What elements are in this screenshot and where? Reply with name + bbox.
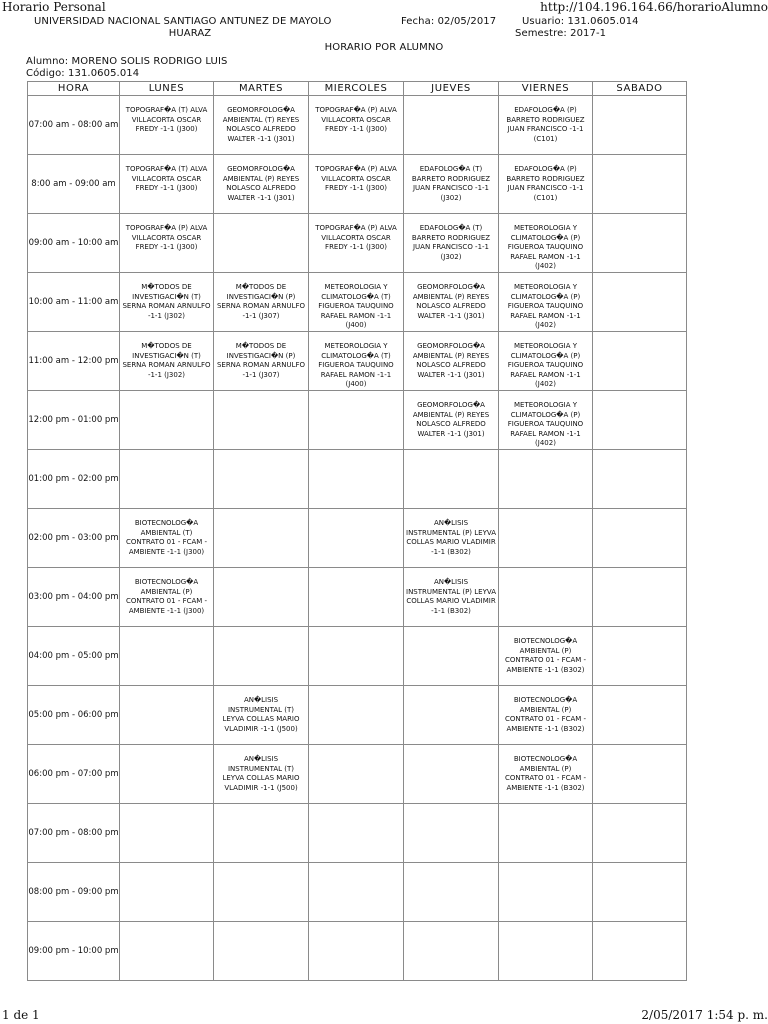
schedule-cell	[214, 332, 309, 391]
print-datetime: 2/05/2017 1:54 p. m.	[641, 1008, 768, 1022]
course-entry: AN�LISIS INSTRUMENTAL (P) LEYVA COLLAS MARIO VLADIMIR -1-1 (B302)	[406, 519, 496, 556]
course-entry: EDAFOLOG�A (P) BARRETO RODRIGUEZ JUAN FRANCISCO -1-1 (C101)	[506, 165, 585, 202]
course-entry: BIOTECNOLOG�A AMBIENTAL (P) CONTRATO 01 - FCAM - AMBIENTE -1-1 (B302)	[504, 637, 587, 674]
schedule-cell	[404, 214, 499, 273]
schedule-cell	[593, 214, 687, 273]
schedule-cell	[214, 450, 309, 509]
schedule-table	[27, 81, 687, 981]
course-entry	[499, 922, 592, 932]
schedule-cell	[120, 214, 214, 273]
schedule-cell	[120, 155, 214, 214]
schedule-cell	[404, 568, 499, 627]
schedule-cell	[499, 568, 593, 627]
schedule-cell	[593, 568, 687, 627]
course-entry	[309, 568, 403, 578]
schedule-cell	[499, 863, 593, 922]
course-entry	[404, 863, 498, 873]
course-entry: AN�LISIS INSTRUMENTAL (T) LEYVA COLLAS MARIO VLADIMIR -1-1 (J500)	[222, 696, 300, 733]
course-entry: BIOTECNOLOG�A AMBIENTAL (P) CONTRATO 01 - FCAM - AMBIENTE -1-1 (J300)	[125, 578, 208, 615]
course-entry	[309, 391, 403, 401]
hour-cell: 01:00 pm - 02:00 pm	[28, 450, 120, 509]
hour-cell: 12:00 pm - 01:00 pm	[28, 391, 120, 450]
schedule-cell	[309, 686, 404, 745]
course-entry	[593, 863, 686, 873]
schedule-cell	[309, 804, 404, 863]
schedule-cell	[120, 509, 214, 568]
course-entry	[120, 804, 213, 814]
course-entry	[120, 450, 213, 460]
schedule-cell	[593, 745, 687, 804]
schedule-cell	[593, 450, 687, 509]
course-entry: TOPOGRAF�A (T) ALVA VILLACORTA OSCAR FREDY -1-1 (J300)	[125, 106, 208, 133]
schedule-cell	[214, 214, 309, 273]
course-entry: EDAFOLOG�A (P) BARRETO RODRIGUEZ JUAN FRANCISCO -1-1 (C101)	[506, 106, 585, 143]
schedule-cell	[120, 745, 214, 804]
course-entry	[309, 863, 403, 873]
schedule-cell	[593, 391, 687, 450]
course-entry: GEOMORFOLOG�A AMBIENTAL (P) REYES NOLASCO ALFREDO WALTER -1-1 (J301)	[412, 342, 490, 379]
schedule-cell	[499, 804, 593, 863]
course-entry	[593, 627, 686, 637]
schedule-cell	[593, 863, 687, 922]
hour-cell: 03:00 pm - 04:00 pm	[28, 568, 120, 627]
schedule-cell	[593, 332, 687, 391]
schedule-cell	[499, 509, 593, 568]
course-entry: BIOTECNOLOG�A AMBIENTAL (P) CONTRATO 01 - FCAM - AMBIENTE -1-1 (B302)	[504, 755, 587, 792]
schedule-cell	[214, 804, 309, 863]
print-page-url[interactable]: http://104.196.164.66/horarioAlumno	[540, 0, 768, 14]
course-entry: GEOMORFOLOG�A AMBIENTAL (P) REYES NOLASCO ALFREDO WALTER -1-1 (J301)	[412, 401, 490, 438]
hour-cell: 02:00 pm - 03:00 pm	[28, 509, 120, 568]
schedule-cell	[214, 273, 309, 332]
course-entry	[120, 922, 213, 932]
hour-cell: 08:00 pm - 09:00 pm	[28, 863, 120, 922]
schedule-cell	[309, 96, 404, 155]
table-row	[28, 450, 687, 509]
course-entry	[499, 568, 592, 578]
hour-cell: 10:00 am - 11:00 am	[28, 273, 120, 332]
course-entry	[309, 627, 403, 637]
schedule-cell	[214, 155, 309, 214]
hour-cell: 06:00 pm - 07:00 pm	[28, 745, 120, 804]
column-header-lunes: LUNES	[120, 82, 214, 96]
table-row	[28, 391, 687, 450]
course-entry: M�TODOS DE INVESTIGACI�N (P) SERNA ROMAN ARNULFO -1-1 (J307)	[216, 342, 306, 379]
schedule-cell	[593, 804, 687, 863]
schedule-cell	[404, 627, 499, 686]
schedule-cell	[214, 686, 309, 745]
hour-cell: 07:00 pm - 08:00 pm	[28, 804, 120, 863]
schedule-cell	[593, 686, 687, 745]
table-row	[28, 686, 687, 745]
course-entry: METEOROLOGIA Y CLIMATOLOG�A (T) FIGUEROA TAUQUINO RAFAEL RAMON -1-1 (J400)	[318, 283, 394, 329]
schedule-cell	[593, 96, 687, 155]
course-entry: METEOROLOGIA Y CLIMATOLOG�A (P) FIGUEROA TAUQUINO RAFAEL RAMON -1-1 (J402)	[507, 342, 584, 388]
course-entry: METEOROLOGIA Y CLIMATOLOG�A (P) FIGUEROA TAUQUINO RAFAEL RAMON -1-1 (J402)	[507, 401, 584, 447]
table-row	[28, 922, 687, 981]
course-entry	[593, 686, 686, 696]
university-city: HUARAZ	[168, 28, 212, 39]
schedule-cell	[593, 509, 687, 568]
schedule-cell	[214, 568, 309, 627]
course-entry	[593, 450, 686, 460]
schedule-cell	[120, 686, 214, 745]
schedule-cell	[593, 155, 687, 214]
schedule-cell	[499, 450, 593, 509]
schedule-cell	[120, 804, 214, 863]
schedule-cell	[404, 686, 499, 745]
schedule-cell	[404, 332, 499, 391]
course-entry: TOPOGRAF�A (T) ALVA VILLACORTA OSCAR FREDY -1-1 (J300)	[125, 165, 208, 192]
hour-cell: 04:00 pm - 05:00 pm	[28, 627, 120, 686]
schedule-cell	[120, 332, 214, 391]
schedule-cell	[499, 391, 593, 450]
schedule-cell	[499, 332, 593, 391]
course-entry: GEOMORFOLOG�A AMBIENTAL (T) REYES NOLASCO ALFREDO WALTER -1-1 (J301)	[222, 106, 300, 143]
column-header-hora: HORA	[28, 82, 120, 96]
schedule-cell	[309, 391, 404, 450]
course-entry	[120, 745, 213, 755]
table-row	[28, 627, 687, 686]
course-entry	[214, 568, 308, 578]
schedule-cell	[214, 509, 309, 568]
course-entry	[593, 155, 686, 165]
course-entry	[404, 922, 498, 932]
schedule-cell	[309, 627, 404, 686]
course-entry	[499, 804, 592, 814]
course-entry	[120, 863, 213, 873]
column-header-sabado: SABADO	[593, 82, 687, 96]
course-entry	[593, 96, 686, 106]
schedule-cell	[404, 863, 499, 922]
course-entry	[214, 509, 308, 519]
course-entry	[404, 96, 498, 106]
course-entry	[593, 804, 686, 814]
schedule-cell	[404, 273, 499, 332]
schedule-cell	[120, 863, 214, 922]
schedule-cell	[404, 96, 499, 155]
schedule-cell	[499, 627, 593, 686]
course-entry	[309, 922, 403, 932]
schedule-header-row	[28, 82, 687, 96]
schedule-cell	[214, 922, 309, 981]
course-entry	[309, 509, 403, 519]
table-row	[28, 509, 687, 568]
hour-cell: 09:00 pm - 10:00 pm	[28, 922, 120, 981]
table-row	[28, 568, 687, 627]
course-entry	[309, 745, 403, 755]
course-entry	[593, 568, 686, 578]
course-entry: GEOMORFOLOG�A AMBIENTAL (P) REYES NOLASCO ALFREDO WALTER -1-1 (J301)	[222, 165, 300, 202]
course-entry: GEOMORFOLOG�A AMBIENTAL (P) REYES NOLASCO ALFREDO WALTER -1-1 (J301)	[412, 283, 490, 320]
column-header-viernes: VIERNES	[499, 82, 593, 96]
schedule-cell	[309, 273, 404, 332]
table-row	[28, 745, 687, 804]
table-row	[28, 96, 687, 155]
course-entry: METEOROLOGIA Y CLIMATOLOG�A (P) FIGUEROA TAUQUINO RAFAEL RAMON -1-1 (J402)	[507, 224, 584, 270]
course-entry	[120, 627, 213, 637]
course-entry: BIOTECNOLOG�A AMBIENTAL (P) CONTRATO 01 - FCAM - AMBIENTE -1-1 (B302)	[504, 696, 587, 733]
course-entry	[404, 745, 498, 755]
course-entry: EDAFOLOG�A (T) BARRETO RODRIGUEZ JUAN FRANCISCO -1-1 (J302)	[411, 224, 491, 261]
course-entry: AN�LISIS INSTRUMENTAL (T) LEYVA COLLAS MARIO VLADIMIR -1-1 (J500)	[222, 755, 300, 792]
table-row	[28, 214, 687, 273]
schedule-cell	[404, 804, 499, 863]
schedule-cell	[214, 391, 309, 450]
schedule-cell	[404, 155, 499, 214]
schedule-cell	[120, 273, 214, 332]
table-row	[28, 273, 687, 332]
print-page-title: Horario Personal	[2, 0, 106, 14]
course-entry	[214, 450, 308, 460]
schedule-cell	[404, 509, 499, 568]
schedule-cell	[120, 568, 214, 627]
schedule-cell	[404, 391, 499, 450]
course-entry	[120, 391, 213, 401]
schedule-cell	[309, 745, 404, 804]
table-row	[28, 332, 687, 391]
schedule-cell	[593, 922, 687, 981]
schedule-cell	[120, 450, 214, 509]
report-user: Usuario: 131.0605.014	[522, 16, 639, 27]
table-row	[28, 863, 687, 922]
course-entry	[214, 391, 308, 401]
table-row	[28, 155, 687, 214]
column-header-martes: MARTES	[214, 82, 309, 96]
course-entry	[593, 214, 686, 224]
course-entry	[404, 450, 498, 460]
course-entry: TOPOGRAF�A (P) ALVA VILLACORTA OSCAR FREDY -1-1 (J300)	[315, 165, 397, 192]
hour-cell: 09:00 am - 10:00 am	[28, 214, 120, 273]
schedule-cell	[499, 96, 593, 155]
table-row	[28, 804, 687, 863]
course-entry	[214, 804, 308, 814]
schedule-cell	[214, 627, 309, 686]
schedule-cell	[499, 686, 593, 745]
schedule-cell	[404, 450, 499, 509]
course-entry	[120, 686, 213, 696]
schedule-cell	[499, 155, 593, 214]
schedule-cell	[214, 863, 309, 922]
schedule-cell	[214, 745, 309, 804]
course-entry	[309, 450, 403, 460]
student-code: Código: 131.0605.014	[26, 68, 140, 79]
course-entry: METEOROLOGIA Y CLIMATOLOG�A (T) FIGUEROA TAUQUINO RAFAEL RAMON -1-1 (J400)	[318, 342, 394, 388]
course-entry	[593, 273, 686, 283]
schedule-cell	[214, 96, 309, 155]
schedule-cell	[593, 627, 687, 686]
schedule-cell	[499, 922, 593, 981]
schedule-cell	[309, 922, 404, 981]
course-entry	[593, 332, 686, 342]
course-entry	[593, 922, 686, 932]
course-entry	[499, 509, 592, 519]
course-entry	[404, 627, 498, 637]
schedule-cell	[120, 627, 214, 686]
schedule-cell	[593, 273, 687, 332]
course-entry	[499, 450, 592, 460]
course-entry: BIOTECNOLOG�A AMBIENTAL (T) CONTRATO 01 - FCAM - AMBIENTE -1-1 (J300)	[125, 519, 208, 556]
report-semester: Semestre: 2017-1	[515, 28, 607, 39]
schedule-cell	[309, 568, 404, 627]
course-entry	[309, 804, 403, 814]
course-entry	[214, 922, 308, 932]
course-entry: AN�LISIS INSTRUMENTAL (P) LEYVA COLLAS MARIO VLADIMIR -1-1 (B302)	[406, 578, 496, 615]
course-entry	[499, 863, 592, 873]
hour-cell: 05:00 pm - 06:00 pm	[28, 686, 120, 745]
course-entry: TOPOGRAF�A (P) ALVA VILLACORTA OSCAR FREDY -1-1 (J300)	[315, 224, 397, 251]
course-entry: TOPOGRAF�A (P) ALVA VILLACORTA OSCAR FREDY -1-1 (J300)	[125, 224, 208, 251]
course-entry	[593, 391, 686, 401]
schedule-cell	[309, 450, 404, 509]
print-page-number: 1 de 1	[2, 1008, 40, 1022]
schedule-cell	[309, 863, 404, 922]
course-entry: METEOROLOGIA Y CLIMATOLOG�A (P) FIGUEROA TAUQUINO RAFAEL RAMON -1-1 (J402)	[507, 283, 584, 329]
schedule-cell	[309, 509, 404, 568]
hour-cell: 11:00 am - 12:00 pm	[28, 332, 120, 391]
course-entry	[214, 627, 308, 637]
schedule-cell	[120, 391, 214, 450]
schedule-cell	[309, 155, 404, 214]
course-entry	[214, 214, 308, 224]
student-name: Alumno: MORENO SOLIS RODRIGO LUIS	[26, 56, 228, 67]
report-date: Fecha: 02/05/2017	[401, 16, 497, 27]
schedule-cell	[499, 214, 593, 273]
schedule-cell	[404, 922, 499, 981]
schedule-cell	[499, 273, 593, 332]
course-entry	[214, 863, 308, 873]
column-header-miercoles: MIERCOLES	[309, 82, 404, 96]
schedule-cell	[499, 745, 593, 804]
schedule-cell	[120, 922, 214, 981]
schedule-cell	[404, 745, 499, 804]
course-entry	[404, 686, 498, 696]
hour-cell: 8:00 am - 09:00 am	[28, 155, 120, 214]
course-entry: M�TODOS DE INVESTIGACI�N (T) SERNA ROMAN ARNULFO -1-1 (J302)	[122, 342, 211, 379]
course-entry: EDAFOLOG�A (T) BARRETO RODRIGUEZ JUAN FRANCISCO -1-1 (J302)	[411, 165, 491, 202]
university-name: UNIVERSIDAD NACIONAL SANTIAGO ANTUNEZ DE MAYOLO	[34, 16, 332, 27]
course-entry	[404, 804, 498, 814]
course-entry: M�TODOS DE INVESTIGACI�N (T) SERNA ROMAN ARNULFO -1-1 (J302)	[122, 283, 211, 320]
schedule-cell	[309, 332, 404, 391]
course-entry	[309, 686, 403, 696]
course-entry	[593, 745, 686, 755]
course-entry	[593, 509, 686, 519]
column-header-jueves: JUEVES	[404, 82, 499, 96]
hour-cell: 07:00 am - 08:00 am	[28, 96, 120, 155]
course-entry: TOPOGRAF�A (P) ALVA VILLACORTA OSCAR FREDY -1-1 (J300)	[315, 106, 397, 133]
course-entry: M�TODOS DE INVESTIGACI�N (P) SERNA ROMAN ARNULFO -1-1 (J307)	[216, 283, 306, 320]
report-title: HORARIO POR ALUMNO	[324, 42, 444, 53]
schedule-cell	[309, 214, 404, 273]
schedule-cell	[120, 96, 214, 155]
